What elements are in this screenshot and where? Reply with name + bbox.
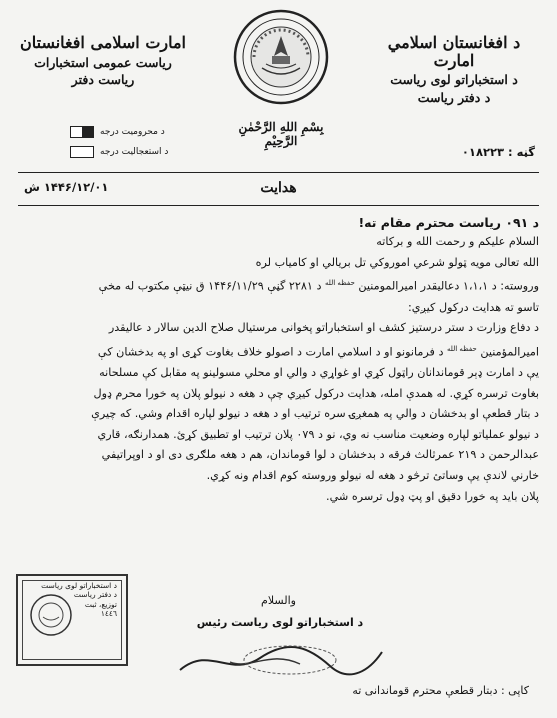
letter-body (12, 215, 539, 507)
body-line-2-start: امیرالمؤمنین (480, 345, 539, 359)
prayer-line: الله تعالی مویه ټولو شرعي اموروکي تل بریالي او کامیاب لره (255, 255, 539, 269)
registration-stamp (16, 574, 128, 666)
closing-salutation: والسلام (261, 594, 296, 607)
recipient-line: د ۰۹۱ ریاست محترم مقام ته! (358, 215, 539, 230)
classification-legend (70, 126, 190, 166)
header-dari (18, 34, 188, 87)
urgency-box (70, 146, 94, 158)
stamp-text-2: د دفتر ریاست (73, 590, 117, 600)
header-dari-line2: ریاست دفتر (71, 72, 135, 88)
urgency-label: د استعجالیت درجه (100, 147, 169, 157)
body-line-7: عبدالرحمن د ۲۱۹ عمرثالث فرقه د بدخشان د لوا قوماندان، هم د هغه ملګری دی او د اوپراتیفي (101, 448, 539, 462)
body-line-2-end: د فرمانونو او د اسلامي امارت د اصولو خلاف بغاوت کړی او په بدخشان کې (97, 345, 444, 359)
stamp-text-4: ١٤٤٦ (100, 609, 117, 619)
signer-title: د استخباراتو لوی ریاست رئیس (196, 616, 364, 629)
header-divider-top (18, 172, 539, 173)
bismillah-calligraphy: بِسْمِ اللهِ الرَّحْمٰنِ الرَّحِيْمِ (238, 120, 324, 148)
urgency-row (70, 146, 190, 158)
handwritten-signature (170, 640, 390, 680)
reference-line-start: وروسته: د ۱،۱،۱ دعالیقدر امیرالمومنین (358, 279, 539, 293)
reference-line-end: د ۲۲۸۱ گڼې ۱۴۴۶/۱۱/۲۹ ق نیټې مکتوب له مخې (98, 279, 322, 293)
document-date: ۱۴۴۶/۱۲/۰۱ ش (24, 180, 109, 194)
emirate-calligraphy-dari: امارت اسلامی افغانستان (20, 33, 186, 52)
body-line-2 (12, 339, 539, 363)
header-pashto (369, 34, 539, 105)
stamp-seal-icon (29, 593, 73, 637)
stamp-text-3: توزیع، ثبت (84, 599, 117, 609)
emirate-calligraphy-pashto: د افغانستان اسلامي امارت (387, 33, 521, 70)
confidentiality-label: د محرومیت درجه (100, 127, 165, 137)
greeting-line: السلام علیکم و رحمت الله و برکاته (376, 235, 539, 248)
body-line-8: خارني لاندې یې وساتئ ترڅو د هغه له نیولو وروسته کوم اقدام ونه کړي. (206, 469, 539, 482)
instruction-intro: تاسو ته هدایت درکول کیږي: (407, 300, 539, 314)
body-line-1: د دفاع وزارت د ستر درستیز کشف او استخباراتو پخوانی مرستیال صلاح الدین سالار د عالیقدر (108, 321, 539, 335)
copy-distribution-line: کاپی : دبتار قطعې محترم قوماندانی ته (352, 684, 529, 697)
header-pashto-line2: د دفتر ریاست (417, 89, 491, 105)
header-divider-bottom (18, 205, 539, 206)
header-dari-line1: ریاست عمومی استخبارات (34, 54, 172, 70)
confidentiality-row (70, 126, 190, 138)
body-line-3: یې د امارت ډېر قوماندانان راټول کړي او غواړي د والي او محلي مسولینو په مقابل کې مسلحانه (99, 366, 539, 380)
document-title: هدایت (260, 180, 297, 196)
body-line-4: بغاوت ترسره کړي. له همدې امله، هدایت درکول کیږي چې د هغه د نیولو پلان په خورا محرم ډول (93, 386, 539, 400)
body-line-6: د نیولو عملیاتو لپاره وضعیت مناسب نه وي، نو د ۰۷۹ پلان ترتیب او تطبیق کړئ. همدارنګه، قاري (97, 427, 539, 441)
emirate-emblem-icon (232, 8, 330, 106)
stamp-text-1: د استخباراتو لوی ریاست (41, 581, 117, 590)
header-pashto-line1: د استخباراتو لوی ریاست (390, 72, 518, 88)
stamp-inner-frame (22, 580, 122, 660)
honorific-superscript-2: حفظه الله (447, 344, 477, 353)
honorific-superscript: حفظه الله (325, 279, 355, 288)
document-number: گڼه : ۰۱۸۲۲۳ (461, 145, 535, 159)
reference-line (12, 273, 539, 297)
confidentiality-box (70, 126, 94, 138)
body-line-5: د بتار قطعې او بدخشان د والي په همغږۍ سره ترتیب او د هغه د نیولو لپاره اقدام وشي. که چیرې (91, 407, 539, 421)
body-line-9: پلان باید په خورا دقیق او پټ ډول ترسره شي. (326, 489, 539, 503)
